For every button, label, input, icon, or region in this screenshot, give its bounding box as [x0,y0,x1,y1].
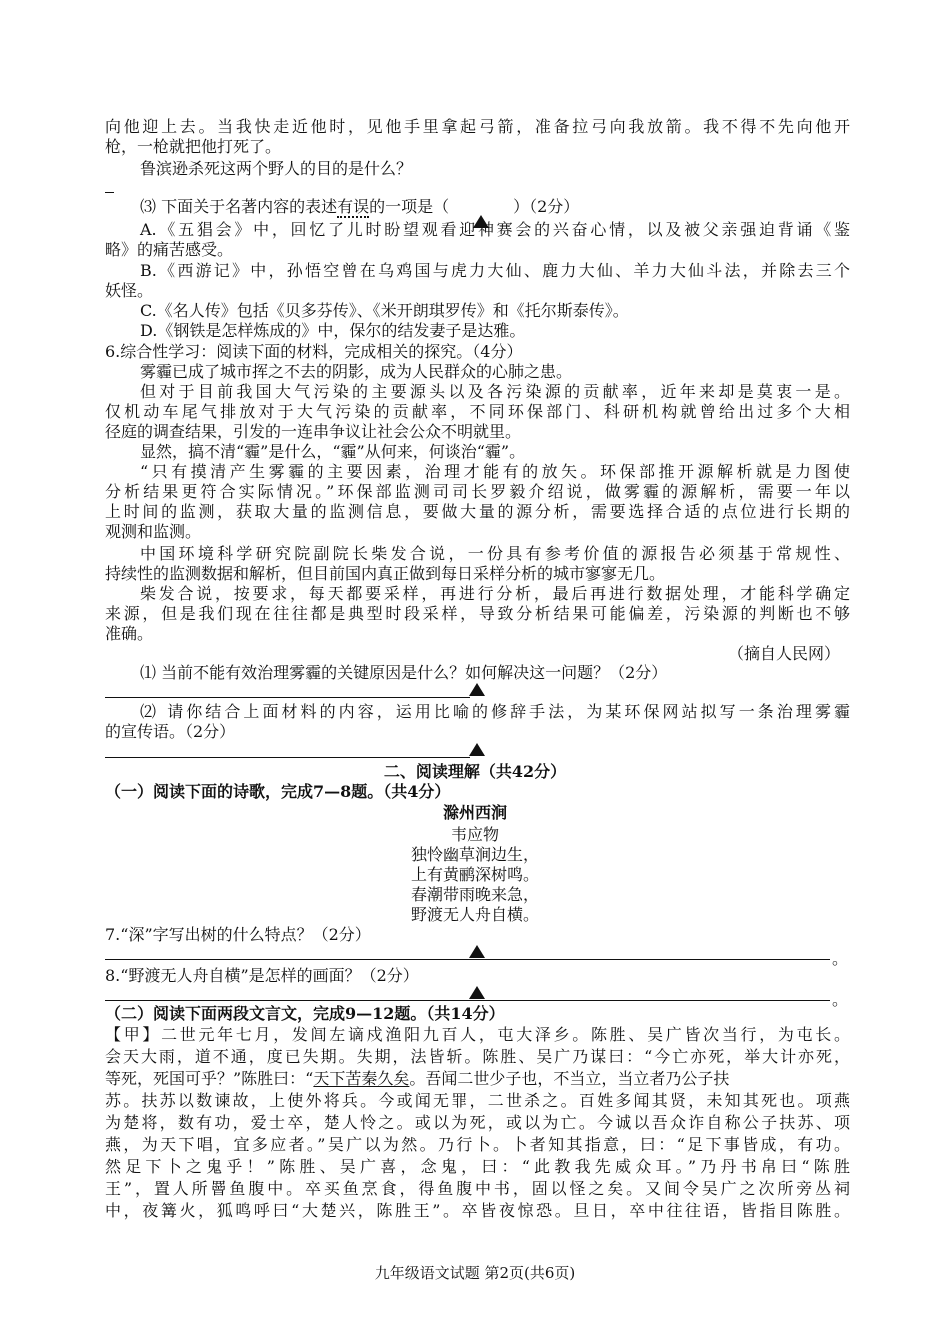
material-line: 径庭的调查结果，引发的一连串争议让社会公众不明就里。 [105,422,522,441]
material-line: “只有摸清产生雾霾的主要因素，治理才能有的放矢。环保部推开源解析就是力图使 [140,462,850,481]
material-line: 准确。 [105,624,154,643]
classical-text-line: 【甲】二世元年七月，发闾左谪戍渔阳九百人，屯大泽乡。陈胜、吴广皆次当行，为屯长。 [105,1025,850,1044]
triangle-icon [469,986,485,999]
period-mark: 。 [832,949,849,968]
source-note: （摘自人民网） [727,644,840,663]
triangle-icon [469,945,485,958]
sub-question-2-cont: 的宣传语。（2分） [105,722,236,741]
material-line: 来源，但是我们现在往往都是典型时段采样，导致分析结果可能偏差，污染源的判断也不够 [105,604,850,623]
poem-line: 独怜幽草涧边生， [410,845,539,864]
material-line: 分析结果更符合实际情况。”环保部监测司司长罗毅介绍说，做雾霾的源解析，需要一年以 [105,482,850,501]
classical-text-line: 燕，为天下唱，宜多应者。”吴广以为然。乃行卜。卜者知其指意，曰：“足下事皆成，有功。 [105,1135,850,1154]
question-3: ⑶ 下面关于名著内容的表述有误的一项是（ ）（2分） [140,197,885,217]
answer-line [105,959,830,960]
material-line: 观测和监测。 [105,522,202,541]
classical-text-line: 苏。扶苏以数谏故，上使外将兵。今或闻无罪，二世杀之。百姓多闻其贤，未知其死也。项燕 [105,1091,850,1110]
material-line: 持续性的监测数据和解析，但目前国内真正做到每日采样分析的城市寥寥无几。 [105,564,666,583]
emphasis-dots: 有误 [337,197,370,216]
material-line: 雾霾已成了城市挥之不去的阴影，成为人民群众的心肺之患。 [140,362,573,381]
answer-line [105,697,470,698]
option-c: C.《名人传》包括《贝多芬传》、《米开朗琪罗传》和《托尔斯泰传》。 [140,301,629,320]
poem-author: 韦应物 [450,825,499,844]
poem-line: 野渡无人舟自横。 [410,905,539,924]
material-line: 仅机动车尾气排放对于大气污染的贡献率，不同环保部门、科研机构就曾给出过多个大相 [105,402,850,421]
question-text: 鲁滨逊杀死这两个野人的目的是什么？ [140,159,413,178]
answer-line-mark [105,192,114,193]
passage-line: 枪，一枪就把他打死了。 [105,137,282,156]
option-d: D.《钢铁是怎样炼成的》中，保尔的结发妻子是达雅。 [140,321,526,340]
period-mark: 。 [832,990,849,1009]
poem-line: 上有黄鹂深树鸣。 [410,865,539,884]
part-heading: （一）阅读下面的诗歌，完成7—8题。（共4分） [105,782,451,801]
section-heading: 二、阅读理解（共42分） [383,762,567,781]
question-6: 6.综合性学习：阅读下面的材料，完成相关的探究。（4分） [105,342,523,361]
option-b-cont: 妖怪。 [105,281,154,300]
poem-title: 滁州西涧 [442,803,507,822]
material-line: 上时间的监测，获取大量的监测信息，要做大量的源分析，需要选择合适的点位进行长期的 [105,502,850,521]
poem-line: 春潮带雨晚来急， [410,885,539,904]
part-heading: （二）阅读下面两段文言文，完成9—12题。（共14分） [105,1004,505,1023]
classical-text-line: 等死，死国可乎？”陈胜曰：“天下苦秦久矣。吾闻二世少子也，不当立，当立者乃公子扶 [105,1069,730,1088]
classical-text-line: 王”，置人所罾鱼腹中。卒买鱼烹食，得鱼腹中书，固以怪之矣。又间令吴广之次所旁丛祠 [105,1179,850,1198]
triangle-icon [469,683,485,696]
classical-text-line: 然足下卜之鬼乎！”陈胜、吴广喜，念鬼，曰：“此教我先威众耳。”乃丹书帛曰“陈胜 [105,1157,850,1176]
material-line: 但对于目前我国大气污染的主要源头以及各污染源的贡献率，近年来却是莫衷一是。 [140,382,850,401]
classical-text-line: 中，夜篝火，狐鸣呼曰“大楚兴，陈胜王”。卒皆夜惊恐。旦日，卒中往往语，皆指目陈胜。 [105,1201,850,1220]
passage-line: 向他迎上去。当我快走近他时，见他手里拿起弓箭，准备拉弓向我放箭。我不得不先向他开 [105,117,850,136]
sub-question-2: ⑵ 请你结合上面材料的内容，运用比喻的修辞手法，为某环保网站拟写一条治理雾霾 [140,702,850,721]
option-a-cont: 略》的痛苦感受。 [105,240,234,259]
question-8: 8.“野渡无人舟自横”是怎样的画面？（2分） [105,966,419,985]
page-footer: 九年级语文试题 第2页(共6页) [374,1264,576,1282]
material-line: 显然，搞不清“霾”是什么，“霾”从何来，何谈治“霾”。 [140,442,526,461]
sub-question-1: ⑴ 当前不能有效治理雾霾的关键原因是什么？如何解决这一问题？（2分） [140,663,668,682]
answer-line [105,757,470,758]
question-7: 7.“深”字写出树的什么特点？（2分） [105,925,371,944]
underlined-sentence: 天下苦秦久矣 [313,1069,410,1088]
classical-text-line: 会天大雨，道不通，度已失期。失期，法皆斩。陈胜、吴广乃谋曰：“今亡亦死，举大计亦死， [105,1047,850,1066]
material-line: 中国环境科学研究院副院长柴发合说，一份具有参考价值的源报告必须基于常规性、 [140,544,850,563]
triangle-icon [469,743,485,756]
material-line: 柴发合说，按要求，每天都要采样，再进行分析，最后再进行数据处理，才能科学确定 [140,584,850,603]
classical-text-line: 为楚将，数有功，爱士卒，楚人怜之。或以为死，或以为亡。今诚以吾众诈自称公子扶苏、项 [105,1113,850,1132]
option-b: B.《西游记》中，孙悟空曾在乌鸡国与虎力大仙、鹿力大仙、羊力大仙斗法，并除去三个 [140,261,850,280]
option-a: A.《五猖会》中，回忆了儿时盼望观看迎神赛会的兴奋心情，以及被父亲强迫背诵《鉴 [140,220,850,239]
answer-line [105,1000,830,1001]
